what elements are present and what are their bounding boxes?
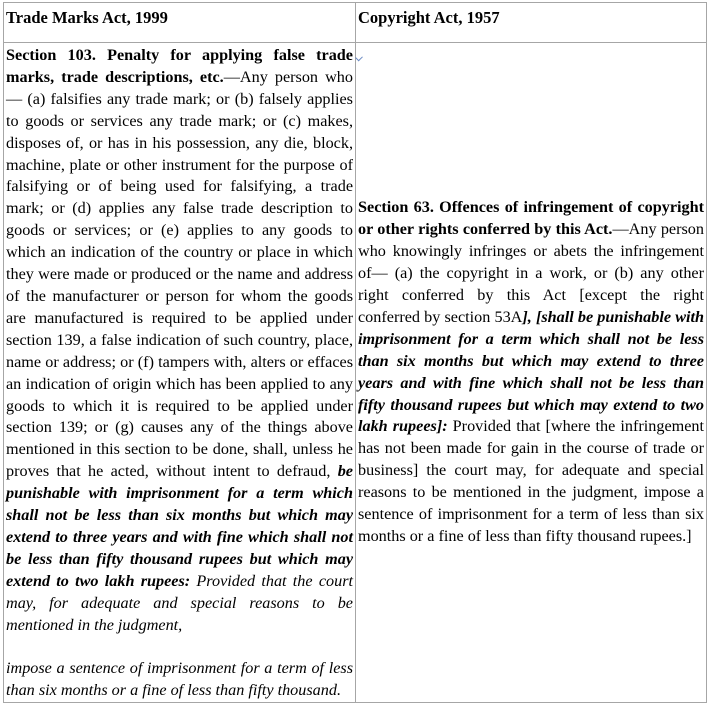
content-row	[4, 43, 707, 703]
header-cell-copyright	[356, 3, 707, 43]
section-103-proviso-continuation: impose a sentence of imprisonment for a term of less than six months or a fine of less than fifty thousand.	[6, 659, 353, 700]
section-103-proviso: Provided that the court may, for adequate and special reasons to be mentioned in the judgment,	[6, 571, 353, 634]
section-103-penalty: be punishable with imprisonment for a term which shall not be less than six months but which may extend to three years and with fine which shall not be less than fifty thousand rupees but which may extend to two lakh rupees:	[6, 462, 353, 590]
section-63-penalty: [shall be punishable with imprisonment for a term which shall not be less than six months but which may extend to three years and with fine which shall not be less than fifty thousand rupees but which may extend to two lakh rupees]:	[358, 307, 704, 436]
section-63-text	[358, 197, 704, 548]
trade-marks-section-cell[interactable]	[4, 43, 356, 703]
section-63-heading: Section 63. Offences of infringement of copyright or other rights conferred by this Act.	[358, 198, 704, 239]
section-103-text	[6, 45, 353, 636]
section-103-body: —Any person who— (a) falsifies any trade mark; or (b) falsely applies to goods or services any trade mark; or (c) makes, disposes of, or has in his possession, any die, block, machine, plate or other instrument for the purpose of falsifying or of being used for falsifying, a trade mark; or (d) applies any false trade description to goods or services; or (e) applies to any goods to which an indication of the country or place in which they were made or produced or the name and address of the manufacturer or person for whom the goods are manufactured is required to be applied under section 139, a false indication of such country, place, name or address; or (f) tampers with, alters or effaces an indication of origin which has been applied to any goods to which it is required to be applied under section 139; or (g) causes any of the things above mentioned in this section to be done, shall, unless he proves that he acted, without intent to defraud,	[6, 67, 353, 481]
paragraph-gap	[6, 636, 353, 658]
section-63-bracket-close: ],	[522, 307, 532, 326]
header-copyright-act: Copyright Act, 1957	[358, 8, 500, 27]
header-cell-trade-marks	[4, 3, 356, 43]
header-row	[4, 3, 707, 43]
copyright-section-cell[interactable]	[356, 43, 707, 703]
section-103-heading: Section 103. Penalty for applying false trade marks, trade descriptions, etc.	[6, 46, 353, 86]
section-63-proviso: Provided that [where the infringement has not been made for gain in the course of trade or business] the court may, for adequate and special reasons to be mentioned in the judgment, impose a sentence of imprisonment for a term of less than six months or a fine of less than fifty thousand rupees.]	[358, 417, 704, 545]
comparison-table	[3, 2, 707, 703]
header-trade-marks-act: Trade Marks Act, 1999	[6, 8, 168, 27]
section-63-body: —Any person who knowingly infringes or abets the infringement of— (a) the copyright in a work, or (b) any other right conferred by this Act [except the right conferred by section 53A	[358, 220, 704, 326]
